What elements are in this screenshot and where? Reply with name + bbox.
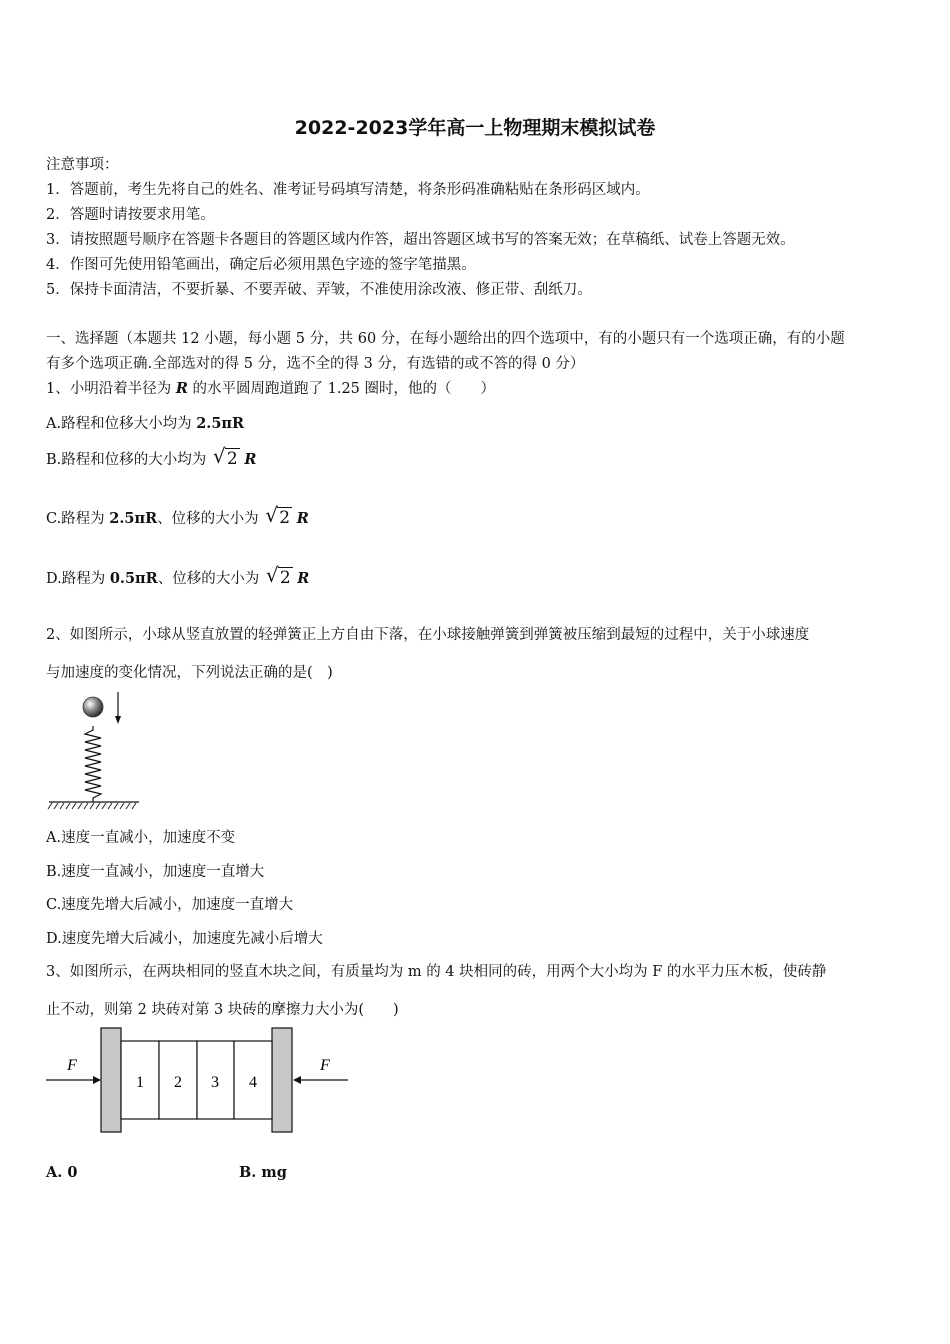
notice-heading: 注意事项：: [46, 157, 119, 173]
q1-option-c-label: C.路程为: [46, 511, 110, 527]
q3-stem-line2: 止不动，则第 2 块砖对第 3 块砖的摩擦力大小为( ): [46, 1002, 399, 1018]
notice-item-1: 1．答题前，考生先将自己的姓名、准考证号码填写清楚，将条形码准确粘贴在条形码区域内。: [46, 182, 650, 198]
q1-option-d[interactable]: [46, 563, 310, 588]
q2-option-b[interactable]: B.速度一直减小，加速度一直增大: [46, 864, 265, 880]
q1-option-d-label: D.路程为: [46, 571, 110, 587]
q2-option-c[interactable]: C.速度先增大后减小，加速度一直增大: [46, 897, 294, 913]
q3-stem-line1: 3、如图所示，在两块相同的竖直木块之间，有质量均为 m 的 4 块相同的砖，用两个大小均为 F 的水平力压木板，使砖静: [46, 964, 827, 980]
sqrt-symbol: √ 2: [265, 563, 291, 588]
q1-option-b-label: B.路程和位移的大小均为: [46, 452, 207, 468]
q1-option-c[interactable]: [46, 503, 309, 528]
q2-stem-line1: 2、如图所示，小球从竖直放置的轻弹簧正上方自由下落，在小球接触弹簧到弹簧被压缩到最短的过程中，关于小球速度: [46, 627, 810, 643]
brick-2-label: 2: [174, 1074, 182, 1091]
brick-4-label: 4: [249, 1074, 257, 1091]
q1-option-d-value: 0.5πR: [109, 570, 158, 587]
right-force-label: F: [320, 1057, 330, 1074]
notice-item-4: 4．作图可先使用铅笔画出，确定后必须用黑色字迹的签字笔描黑。: [46, 257, 476, 273]
spring-ball-figure: [46, 690, 146, 812]
right-board: [272, 1028, 292, 1132]
bricks-figure: [44, 1025, 354, 1137]
brick-3-label: 3: [211, 1074, 219, 1091]
q1-option-a-value: 2.5πR: [196, 415, 245, 432]
spring-icon: [85, 726, 101, 802]
q1-option-b[interactable]: [46, 444, 257, 469]
section-heading-line1: 一、选择题（本题共 12 小题，每小题 5 分，共 60 分，在每小题给出的四个选项中，有的小题只有一个选项正确，有的小题: [46, 331, 845, 347]
q3-option-b[interactable]: B. mg: [239, 1164, 287, 1181]
q1-option-c-mid: 、位移的大小为: [157, 511, 259, 527]
q1-option-b-r: R: [244, 451, 257, 468]
left-board: [101, 1028, 121, 1132]
sqrt-symbol: √ 2: [212, 444, 238, 469]
q1-option-d-mid: 、位移的大小为: [157, 571, 260, 587]
q1-stem-b: 的水平圆周跑道跑了 1.25 圈时，他的（ ）: [187, 381, 496, 397]
brick-1-label: 1: [136, 1074, 144, 1091]
left-force-label: F: [67, 1057, 77, 1074]
q1-option-a[interactable]: [46, 412, 244, 433]
q1-stem: [46, 377, 495, 398]
q3-option-a[interactable]: A. 0: [46, 1164, 78, 1181]
q2-option-a[interactable]: A.速度一直减小，加速度不变: [46, 830, 236, 846]
q1-option-c-r: R: [296, 510, 309, 527]
section-heading-line2: 有多个选项正确.全部选对的得 5 分，选不全的得 3 分，有选错的或不答的得 0 分）: [46, 356, 585, 372]
notice-item-3: 3．请按照题号顺序在答题卡各题目的答题区域内作答，超出答题区域书写的答案无效；在草稿纸、试卷上答题无效。: [46, 232, 795, 248]
q2-option-d[interactable]: D.速度先增大后减小，加速度先减小后增大: [46, 931, 323, 947]
notice-item-2: 2．答题时请按要求用笔。: [46, 207, 215, 223]
q2-stem-line2: 与加速度的变化情况，下列说法正确的是( ): [46, 665, 333, 681]
q1-option-d-r: R: [297, 570, 310, 587]
page-title: 2022-2023学年高一上物理期末模拟试卷: [294, 117, 656, 139]
notice-item-5: 5．保持卡面清洁，不要折暴、不要弄破、弄皱，不准使用涂改液、修正带、刮纸刀。: [46, 282, 592, 298]
q1-option-c-value: 2.5πR: [109, 510, 158, 527]
q1-option-a-label: A.路程和位移大小均为: [46, 416, 197, 432]
q1-stem-a: 1、小明沿着半径为: [46, 381, 176, 397]
ball-icon: [83, 697, 103, 717]
q1-stem-var: R: [175, 380, 188, 397]
sqrt-symbol: √ 2: [265, 503, 291, 528]
